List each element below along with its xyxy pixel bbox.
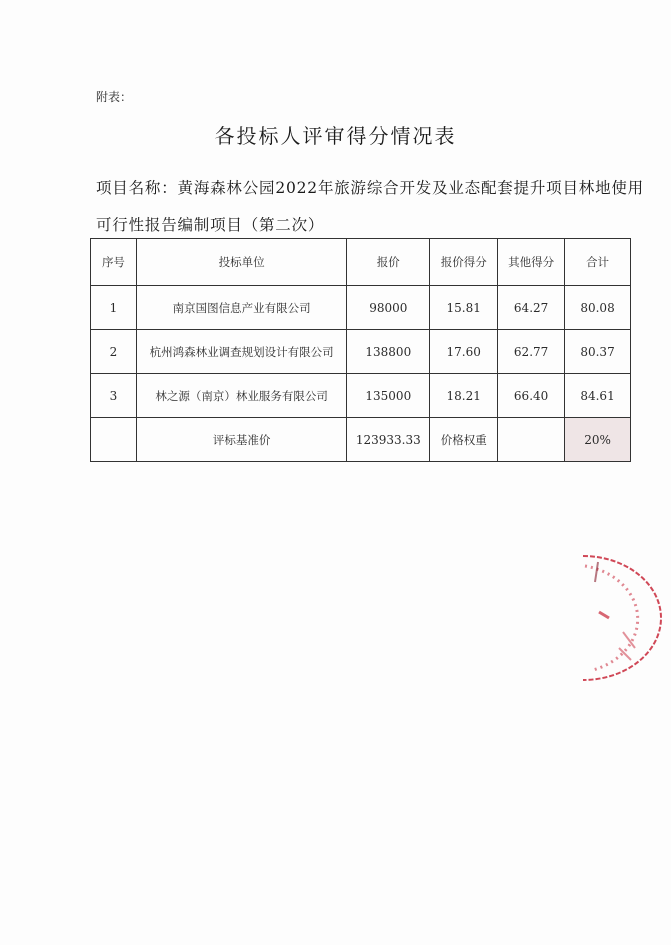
row-no: 1 xyxy=(91,286,137,330)
project-label: 项目名称： xyxy=(96,179,178,197)
footer-empty-cell xyxy=(91,418,137,462)
row-no: 3 xyxy=(91,374,137,418)
table-row xyxy=(91,374,631,418)
row-bidder: 杭州鸿森林业调查规划设计有限公司 xyxy=(136,330,346,374)
row-price-score: 18.21 xyxy=(430,374,498,418)
header-total: 合计 xyxy=(565,239,631,286)
row-bidder: 林之源（南京）林业服务有限公司 xyxy=(136,374,346,418)
attachment-label: 附表： xyxy=(96,90,133,104)
row-price-score: 15.81 xyxy=(430,286,498,330)
document-title: 各投标人评审得分情况表 xyxy=(214,124,457,148)
table-header-row xyxy=(91,239,631,286)
benchmark-label: 评标基准价 xyxy=(136,418,346,462)
official-seal-icon xyxy=(583,552,663,684)
row-other-score: 62.77 xyxy=(498,330,565,374)
row-bidder: 南京国图信息产业有限公司 xyxy=(136,286,346,330)
score-table xyxy=(90,238,631,462)
row-total: 80.08 xyxy=(565,286,631,330)
benchmark-value: 123933.33 xyxy=(347,418,430,462)
row-price-score: 17.60 xyxy=(430,330,498,374)
header-price: 报价 xyxy=(347,239,430,286)
weight-value: 20% xyxy=(565,418,631,462)
project-info xyxy=(96,170,656,244)
row-total: 84.61 xyxy=(565,374,631,418)
row-other-score: 66.40 xyxy=(498,374,565,418)
header-no: 序号 xyxy=(91,239,137,286)
row-no: 2 xyxy=(91,330,137,374)
header-other-score: 其他得分 xyxy=(498,239,565,286)
header-bidder: 投标单位 xyxy=(136,239,346,286)
table-row xyxy=(91,330,631,374)
header-price-score: 报价得分 xyxy=(430,239,498,286)
row-total: 80.37 xyxy=(565,330,631,374)
row-other-score: 64.27 xyxy=(498,286,565,330)
table-footer-row xyxy=(91,418,631,462)
footer-empty-cell xyxy=(498,418,565,462)
weight-label: 价格权重 xyxy=(430,418,498,462)
table-row xyxy=(91,286,631,330)
row-price: 135000 xyxy=(347,374,430,418)
project-name: 黄海森林公园2022年旅游综合开发及业态配套提升项目林地使用可行性报告编制项目（第二次） xyxy=(96,179,644,234)
row-price: 98000 xyxy=(347,286,430,330)
row-price: 138800 xyxy=(347,330,430,374)
